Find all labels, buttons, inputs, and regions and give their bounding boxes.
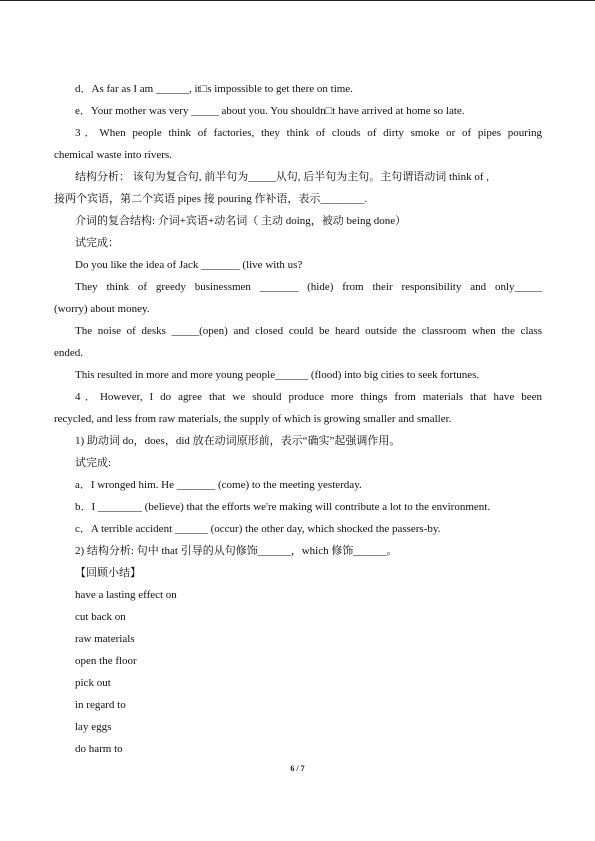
exercise-line: They think of greedy businessmen _______ (hide) from their responsibility and only_____ — [75, 281, 542, 293]
exercise-line: Do you like the idea of Jack _______ (live with us? — [75, 259, 303, 271]
phrase-item: raw materials — [75, 633, 135, 645]
structure-analysis-line1: 结构分析： 该句为复合句, 前半句为_____从句, 后半句为主句。主句谓语动词 think of , — [75, 171, 490, 183]
phrase-item: have a lasting effect on — [75, 589, 177, 601]
exercise-e: e．Your mother was very _____ about you. You shouldn□t have arrived at home so late. — [75, 105, 465, 117]
phrase-item: cut back on — [75, 611, 126, 623]
note-2: 2) 结构分析: 句中 that 引导的从句修饰______，which 修饰______。 — [75, 545, 398, 557]
top-rule — [0, 0, 595, 1]
page-number: 6 / 7 — [290, 764, 305, 773]
phrase-item: do harm to — [75, 743, 123, 755]
phrase-item: pick out — [75, 677, 111, 689]
exercise-a: a．I wronged him. He _______ (come) to the meeting yesterday. — [75, 479, 362, 491]
structure-analysis-line2: 接两个宾语，第二个宾语 pipes 接 pouring 作补语，表示________. — [54, 193, 368, 205]
phrase-item: lay eggs — [75, 721, 112, 733]
prep-structure-note: 介词的复合结构: 介词+宾语+动名词（ 主动 doing，被动 being done） — [75, 215, 407, 227]
document-body — [54, 78, 542, 760]
try-complete-heading: 试完成: — [75, 457, 112, 469]
exercise-d: d．As far as I am ______, it□s impossible to get there on time. — [75, 83, 353, 95]
exercise-line-cont: ended. — [54, 347, 84, 359]
note-1: 1) 助动词 do，does，did 放在动词原形前，表示“确实”起强调作用。 — [75, 435, 401, 447]
exercise-line: This resulted in more and more young people______ (flood) into big cities to seek fortunes. — [75, 369, 480, 381]
sentence-4-line1: 4．However, I do agree that we should produce more things from materials that have been — [75, 391, 542, 403]
exercise-b: b．I ________ (believe) that the efforts we're making will contribute a lot to the environment. — [75, 501, 491, 513]
phrase-item: open the floor — [75, 655, 137, 667]
exercise-line-cont: (worry) about money. — [54, 303, 150, 315]
try-complete-heading: 试完成： — [75, 237, 119, 249]
review-summary-heading: 【回顾小结】 — [75, 567, 141, 579]
exercise-c: c．A terrible accident ______ (occur) the other day, which shocked the passers-by. — [75, 523, 441, 535]
exercise-line: The noise of desks _____(open) and closed could be heard outside the classroom when the class — [75, 325, 542, 337]
sentence-4-line2: recycled, and less from raw materials, the supply of which is growing smaller and smaller. — [54, 413, 452, 425]
sentence-3-line1: 3．When people think of factories, they think of clouds of dirty smoke or of pipes pouring — [75, 127, 542, 139]
sentence-3-line2: chemical waste into rivers. — [54, 149, 172, 161]
phrase-item: in regard to — [75, 699, 126, 711]
